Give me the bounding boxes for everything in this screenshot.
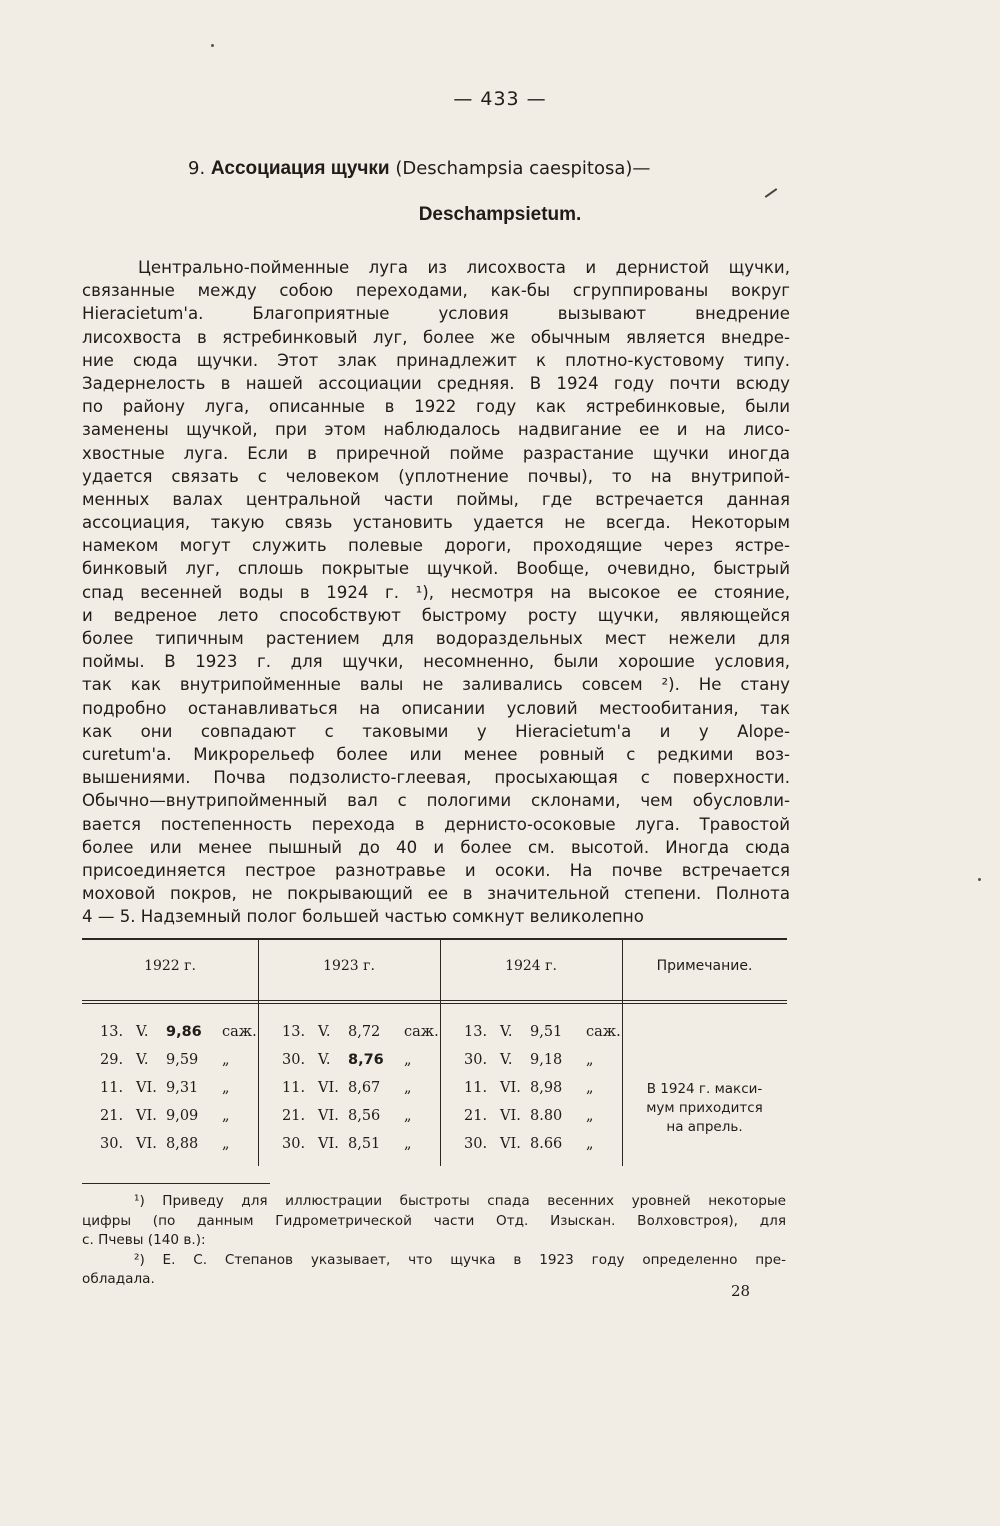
table-header-rule-double: [82, 1003, 787, 1004]
cell-unit: „: [222, 1080, 230, 1096]
section-heading: [188, 158, 650, 180]
paragraph-line: curetum'a. Микрорельеф более или менее ровный с редкими воз-: [82, 744, 790, 764]
cell-unit: „: [586, 1136, 594, 1152]
cell-month: V.: [500, 1024, 513, 1040]
cell-month: V.: [318, 1052, 331, 1068]
cell-day: 21.: [282, 1108, 306, 1124]
section-subheading: Deschampsietum.: [418, 204, 582, 225]
cell-value: 8,98: [530, 1080, 563, 1096]
paragraph-line: спад весенней воды в 1924 г. ¹), несмотря на высокое ее стояние,: [82, 582, 790, 602]
cell-unit: „: [222, 1052, 230, 1068]
paragraph-line: подробно останавливаться на описании условий местообитания, так: [82, 698, 790, 718]
cell-unit: саж.: [404, 1024, 439, 1040]
page-number: — 433 —: [453, 88, 547, 110]
cell-month: VI.: [136, 1108, 157, 1124]
cell-unit: „: [404, 1108, 412, 1124]
paragraph-line: присоединяется пестрое разнотравье и осоки. На почве встречается: [82, 860, 790, 880]
cell-value: 9,09: [166, 1108, 199, 1124]
cell-value: 8,51: [348, 1136, 381, 1152]
cell-value: 8,88: [166, 1136, 199, 1152]
cell-value: 8.80: [530, 1108, 563, 1124]
cell-day: 30.: [100, 1136, 124, 1152]
cell-day: 29.: [100, 1052, 124, 1068]
footnote-rule: [82, 1183, 270, 1184]
table-header-note: Примечание.: [656, 958, 753, 974]
paragraph-line: вается постепенность перехода в дернисто-осоковые луга. Травостой: [82, 814, 790, 834]
table-note-line: на апрель.: [666, 1119, 743, 1135]
cell-month: V.: [136, 1024, 149, 1040]
cell-value: 9,86: [166, 1024, 202, 1040]
cell-day: 11.: [100, 1080, 124, 1096]
table-header-1922: 1922 г.: [144, 958, 196, 974]
paragraph-line: Обычно—внутрипойменный вал с пологими склонами, чем обусловли-: [82, 791, 790, 811]
paragraph-line: и ведреное лето способствуют быстрому росту щучки, являющейся: [82, 605, 790, 625]
paragraph-line: моховой покров, не покрывающий ее в значительной степени. Полнота: [82, 884, 790, 904]
table-header-rule: [82, 1000, 787, 1001]
table-header-1924: 1924 г.: [505, 958, 557, 974]
cell-value: 9,51: [530, 1024, 563, 1040]
paragraph-line: ассоциация, такую связь установить удается не всегда. Некоторым: [82, 513, 790, 533]
cell-day: 13.: [282, 1024, 306, 1040]
section-title: Ассоциация щучки: [210, 158, 390, 179]
cell-unit: саж.: [586, 1024, 621, 1040]
cell-day: 11.: [282, 1080, 306, 1096]
paragraph-line: Задернелость в нашей ассоциации средняя. В 1924 году почти всюду: [82, 373, 790, 393]
cell-unit: „: [404, 1080, 412, 1096]
cell-unit: саж.: [222, 1024, 257, 1040]
cell-value: 9,31: [166, 1080, 199, 1096]
table-note-line: мум приходится: [646, 1100, 763, 1116]
cell-value: 8,76: [348, 1052, 384, 1068]
cell-unit: „: [404, 1052, 412, 1068]
paragraph-line: удается связать с человеком (уплотнение почвы), то на внутрипой-: [82, 466, 790, 486]
paragraph-line: хвостные луга. Если в приречной пойме разрастание щучки иногда: [82, 443, 790, 463]
section-latin-name: (Deschampsia caespitosa)—: [395, 158, 651, 179]
paper-speck: [978, 878, 981, 881]
cell-month: V.: [500, 1052, 513, 1068]
cell-day: 21.: [100, 1108, 124, 1124]
paragraph-line: заменены щучкой, при этом наблюдалось надвигание ее и на лисо-: [82, 420, 790, 440]
footnote-line: с. Пчевы (140 в.):: [82, 1232, 206, 1248]
cell-value: 8,67: [348, 1080, 381, 1096]
paragraph-line: по району луга, описанные в 1922 году как ястребинковые, были: [82, 397, 790, 417]
paragraph-line: менных валах центральной части поймы, где встречается данная: [82, 489, 790, 509]
cell-month: VI.: [500, 1136, 521, 1152]
cell-day: 21.: [464, 1108, 488, 1124]
cell-month: VI.: [500, 1080, 521, 1096]
paragraph-line: Центрально-пойменные луга из лисохвоста и дернистой щучки,: [138, 258, 790, 277]
table-note: [622, 1080, 787, 1137]
paragraph-line: поймы. В 1923 г. для щучки, несомненно, были хорошие условия,: [82, 652, 790, 672]
cell-unit: „: [586, 1052, 594, 1068]
paragraph-line: лисохвоста в ястребинковый луг, более же обычным является внедре-: [82, 327, 790, 347]
paragraph-line: 4 — 5. Надземный полог большей частью сомкнут великолепно: [82, 907, 644, 927]
table-top-rule: [82, 938, 787, 940]
footnote-line: обладала.: [82, 1271, 155, 1287]
cell-unit: „: [586, 1080, 594, 1096]
paragraph-line: намеком могут служить полевые дороги, проходящие через ястре-: [82, 536, 790, 556]
cell-value: 8.66: [530, 1136, 563, 1152]
cell-day: 30.: [282, 1136, 306, 1152]
footnote-line: ²) Е. С. Степанов указывает, что щучка в 1923 году определенно пре-: [134, 1251, 786, 1268]
paragraph-line: так как внутрипойменные валы не заливались совсем ²). Не стану: [82, 675, 790, 695]
cell-month: VI.: [136, 1136, 157, 1152]
cell-unit: „: [586, 1108, 594, 1124]
paragraph-line: Hieracietum'a. Благоприятные условия вызывают внедрение: [82, 304, 790, 324]
paragraph-line: связанные между собою переходами, как-бы сгруппированы вокруг: [82, 281, 790, 301]
cell-month: VI.: [318, 1108, 339, 1124]
table-note-line: В 1924 г. макси-: [646, 1081, 763, 1097]
paragraph-line: более или менее пышный до 40 и более см. высотой. Иногда сюда: [82, 837, 790, 857]
table-header-1923: 1923 г.: [323, 958, 375, 974]
cell-value: 9,18: [530, 1052, 563, 1068]
cell-month: V.: [136, 1052, 149, 1068]
cell-month: VI.: [500, 1108, 521, 1124]
paragraph-line: бинковый луг, сплошь покрытые щучкой. Вообще, очевидно, быстрый: [82, 559, 790, 579]
main-paragraph: [82, 256, 790, 928]
cell-value: 8,56: [348, 1108, 381, 1124]
cell-value: 8,72: [348, 1024, 381, 1040]
paragraph-line: более типичным растением для водораздельных мест нежели для: [82, 629, 790, 648]
paragraph-line: как они совпадают с таковыми у Hieracietum'a и у Alope-: [82, 721, 790, 741]
cell-month: VI.: [318, 1136, 339, 1152]
cell-unit: „: [222, 1136, 230, 1152]
cell-day: 30.: [464, 1052, 488, 1068]
paper-speck: [211, 44, 214, 47]
paragraph-line: вышениями. Почва подзолисто-глеевая, просыхающая с поверхности.: [82, 768, 790, 788]
cell-day: 13.: [464, 1024, 488, 1040]
paragraph-line: ние сюда щучки. Этот злак принадлежит к плотно-кустовому типу.: [82, 350, 790, 370]
cell-unit: „: [222, 1108, 230, 1124]
cell-day: 13.: [100, 1024, 124, 1040]
cell-month: V.: [318, 1024, 331, 1040]
footnotes: [82, 1192, 786, 1290]
signature-number: 28: [731, 1282, 751, 1300]
cell-day: 11.: [464, 1080, 488, 1096]
section-number: 9.: [188, 158, 206, 179]
cell-unit: „: [404, 1136, 412, 1152]
footnote-line: ¹) Приведу для иллюстрации быстроты спада весенних уровней некоторые: [134, 1193, 786, 1209]
cell-value: 9,59: [166, 1052, 199, 1068]
pencil-mark: [765, 188, 778, 198]
cell-day: 30.: [464, 1136, 488, 1152]
cell-month: VI.: [318, 1080, 339, 1096]
cell-day: 30.: [282, 1052, 306, 1068]
footnote-line: цифры (по данным Гидрометрической части Отд. Изыскан. Волховстроя), для: [82, 1212, 786, 1229]
cell-month: VI.: [136, 1080, 157, 1096]
